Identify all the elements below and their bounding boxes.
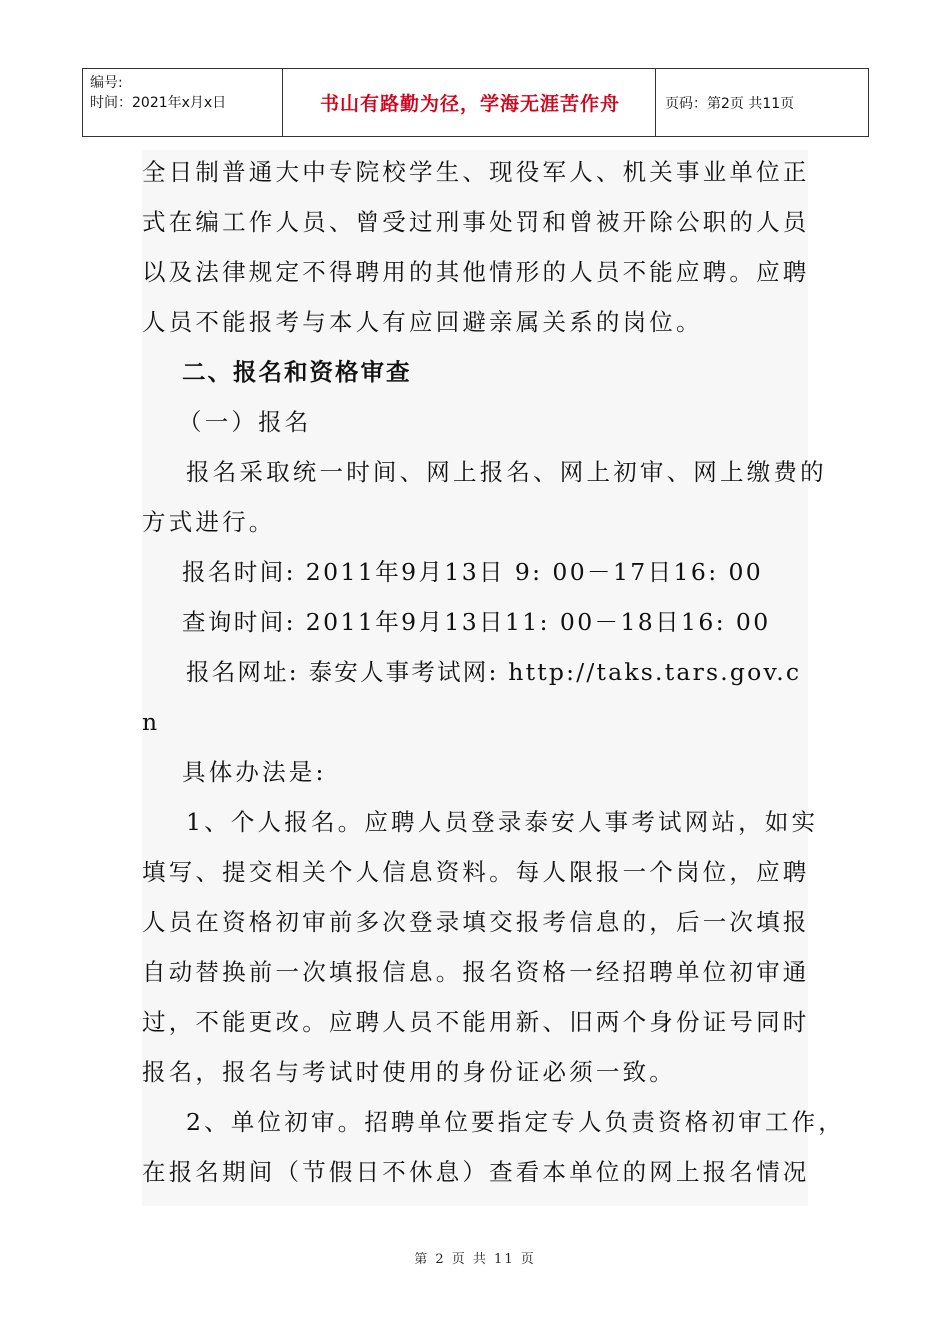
header-divider bbox=[82, 69, 83, 136]
page-footer: 第 2 页 共 11 页 bbox=[414, 1252, 536, 1267]
body-line: 自动替换前一次填报信息。报名资格一经招聘单位初审通 bbox=[142, 958, 810, 986]
header-divider bbox=[868, 69, 869, 136]
page-header bbox=[82, 68, 869, 137]
query-time: 查询时间: 2011年9月13日11: 00－18日16: 00 bbox=[182, 608, 771, 636]
header-meta bbox=[90, 73, 280, 113]
body-line: n bbox=[142, 708, 161, 736]
body-line: 报名，报名与考试时使用的身份证必须一致。 bbox=[142, 1058, 676, 1086]
header-divider bbox=[282, 69, 283, 136]
body-line: 在报名期间（节假日不休息）查看本单位的网上报名情况 bbox=[142, 1158, 810, 1186]
document-body bbox=[142, 150, 845, 1206]
body-line: 式在编工作人员、曾受过刑事处罚和曾被开除公职的人员 bbox=[142, 208, 810, 236]
body-line: 1、个人报名。应聘人员登录泰安人事考试网站，如实 bbox=[186, 808, 819, 836]
body-line: 报名采取统一时间、网上报名、网上初审、网上缴费的 bbox=[186, 458, 827, 486]
body-line: 以及法律规定不得聘用的其他情形的人员不能应聘。应聘 bbox=[142, 258, 810, 286]
registration-url: 报名网址: 泰安人事考试网: http://taks.tars.gov.c bbox=[186, 658, 802, 686]
body-line: 方式进行。 bbox=[142, 508, 276, 536]
section-heading: 二、报名和资格审查 bbox=[182, 358, 412, 386]
registration-time: 报名时间: 2011年9月13日 9: 00－17日16: 00 bbox=[182, 558, 764, 586]
number-label: 编号: bbox=[90, 75, 123, 91]
time-label: 时间：2021年x月x日 bbox=[90, 95, 227, 111]
body-line: 填写、提交相关个人信息资料。每人限报一个岗位，应聘 bbox=[142, 858, 810, 886]
body-line: 人员不能报考与本人有应回避亲属关系的岗位。 bbox=[142, 308, 703, 336]
header-motto: 书山有路勤为径，学海无涯苦作舟 bbox=[319, 93, 620, 115]
subsection-heading: （一）报名 bbox=[178, 408, 312, 436]
body-line: 具体办法是: bbox=[182, 758, 327, 786]
body-line: 2、单位初审。招聘单位要指定专人负责资格初审工作， bbox=[186, 1108, 845, 1136]
header-page-code: 页码：第2页 共11页 bbox=[665, 95, 795, 112]
body-line: 过，不能更改。应聘人员不能用新、旧两个身份证号同时 bbox=[142, 1008, 810, 1036]
body-line: 人员在资格初审前多次登录填交报考信息的，后一次填报 bbox=[142, 908, 810, 936]
body-line: 全日制普通大中专院校学生、现役军人、机关事业单位正 bbox=[142, 158, 810, 186]
